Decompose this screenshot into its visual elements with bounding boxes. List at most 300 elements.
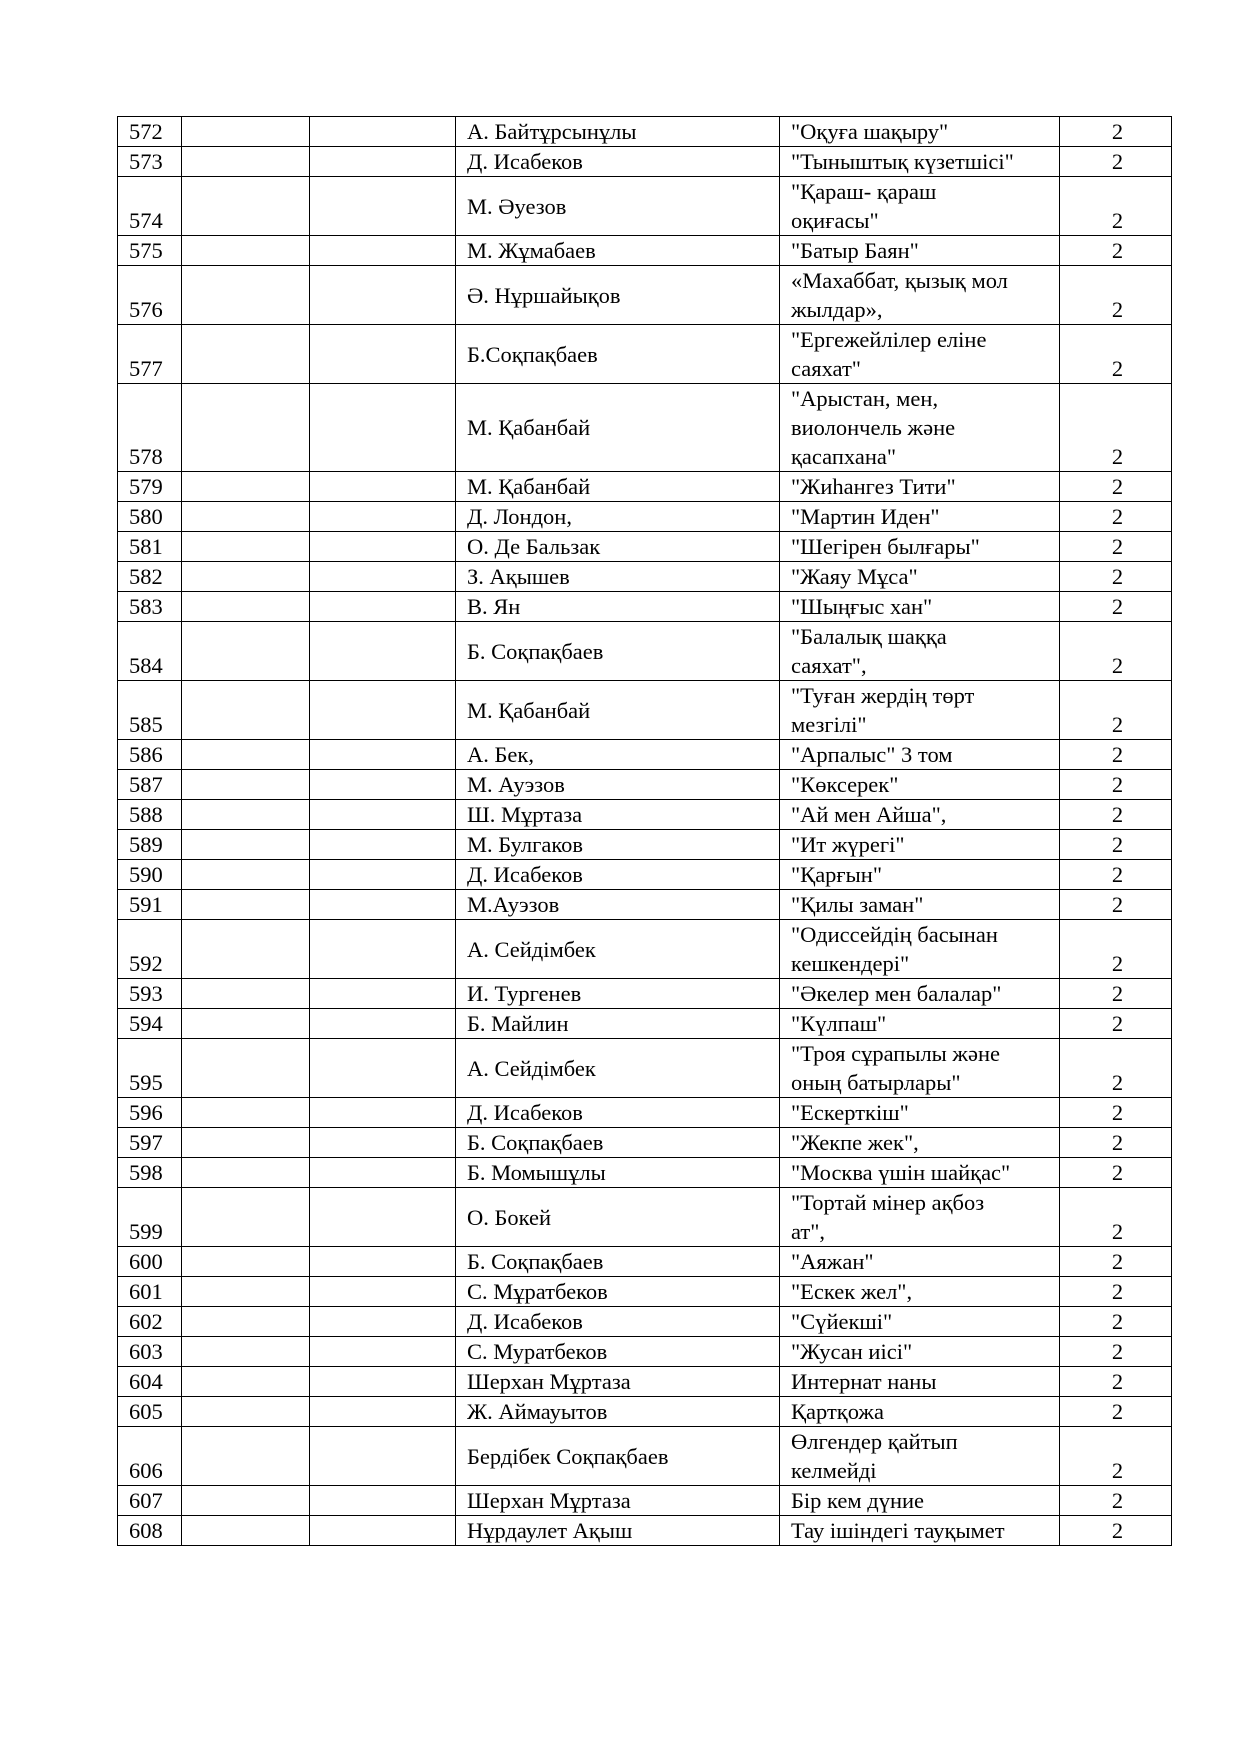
title-line: "Аяжан" xyxy=(791,1249,874,1274)
row-number-cell: 575 xyxy=(118,236,182,266)
title-line: Қартқожа xyxy=(791,1399,884,1424)
title-cell xyxy=(780,562,1060,592)
author-cell: Б. Соқпақбаев xyxy=(456,622,780,681)
author-cell: А. Сейдімбек xyxy=(456,920,780,979)
empty-cell xyxy=(182,325,310,384)
row-number-cell: 578 xyxy=(118,384,182,472)
author-cell: Б. Соқпақбаев xyxy=(456,1247,780,1277)
quantity-cell: 2 xyxy=(1060,1158,1172,1188)
empty-cell xyxy=(310,830,456,860)
author-cell: З. Ақышев xyxy=(456,562,780,592)
empty-cell xyxy=(182,562,310,592)
empty-cell xyxy=(182,1307,310,1337)
empty-cell xyxy=(310,1128,456,1158)
table-row xyxy=(118,920,1172,979)
empty-cell xyxy=(310,532,456,562)
empty-cell xyxy=(310,1337,456,1367)
empty-cell xyxy=(310,266,456,325)
table-row xyxy=(118,1039,1172,1098)
empty-cell xyxy=(182,1277,310,1307)
title-line: саяхат" xyxy=(791,356,861,381)
empty-cell xyxy=(310,384,456,472)
row-number-cell: 588 xyxy=(118,800,182,830)
author-cell: М. Қабанбай xyxy=(456,384,780,472)
table-row xyxy=(118,117,1172,147)
row-number-cell: 602 xyxy=(118,1307,182,1337)
author-cell: Нұрдаулет Ақыш xyxy=(456,1516,780,1546)
author-cell: М.Ауэзов xyxy=(456,890,780,920)
title-cell xyxy=(780,177,1060,236)
quantity-cell: 2 xyxy=(1060,117,1172,147)
empty-cell xyxy=(182,1247,310,1277)
empty-cell xyxy=(182,860,310,890)
author-cell: Шерхан Мұртаза xyxy=(456,1367,780,1397)
author-cell: А. Бек, xyxy=(456,740,780,770)
author-cell: Д. Лондон, xyxy=(456,502,780,532)
title-line: "Оқуға шақыру" xyxy=(791,119,949,144)
table-row xyxy=(118,562,1172,592)
table-row xyxy=(118,890,1172,920)
row-number-cell: 587 xyxy=(118,770,182,800)
title-line: "Жиһангез Тити" xyxy=(791,474,956,499)
title-line: "Тыныштық күзетшісі" xyxy=(791,149,1014,174)
empty-cell xyxy=(310,800,456,830)
quantity-cell: 2 xyxy=(1060,1397,1172,1427)
table-row xyxy=(118,147,1172,177)
row-number-cell: 604 xyxy=(118,1367,182,1397)
row-number-cell: 599 xyxy=(118,1188,182,1247)
empty-cell xyxy=(310,920,456,979)
author-cell: Ж. Аймауытов xyxy=(456,1397,780,1427)
empty-cell xyxy=(182,472,310,502)
empty-cell xyxy=(182,740,310,770)
row-number-cell: 573 xyxy=(118,147,182,177)
table-row xyxy=(118,800,1172,830)
title-cell xyxy=(780,979,1060,1009)
title-cell xyxy=(780,920,1060,979)
empty-cell xyxy=(310,325,456,384)
author-cell: Б.Соқпақбаев xyxy=(456,325,780,384)
empty-cell xyxy=(310,472,456,502)
title-cell xyxy=(780,800,1060,830)
empty-cell xyxy=(182,890,310,920)
table-row xyxy=(118,592,1172,622)
quantity-cell: 2 xyxy=(1060,1098,1172,1128)
table-row xyxy=(118,472,1172,502)
empty-cell xyxy=(310,177,456,236)
empty-cell xyxy=(182,770,310,800)
empty-cell xyxy=(310,1039,456,1098)
title-line: қасапхана" xyxy=(791,444,897,469)
title-line: Бір кем дүние xyxy=(791,1488,925,1513)
row-number-cell: 590 xyxy=(118,860,182,890)
author-cell: О. Де Бальзак xyxy=(456,532,780,562)
title-line: жылдар», xyxy=(791,297,883,322)
quantity-cell: 2 xyxy=(1060,266,1172,325)
quantity-cell: 2 xyxy=(1060,177,1172,236)
title-line: "Ай мен Айша", xyxy=(791,802,947,827)
empty-cell xyxy=(310,1158,456,1188)
title-line: "Балалық шаққа xyxy=(791,624,947,649)
quantity-cell: 2 xyxy=(1060,502,1172,532)
quantity-cell: 2 xyxy=(1060,1009,1172,1039)
author-cell: Б. Момышұлы xyxy=(456,1158,780,1188)
table-row xyxy=(118,502,1172,532)
quantity-cell: 2 xyxy=(1060,1486,1172,1516)
empty-cell xyxy=(310,890,456,920)
title-cell xyxy=(780,1188,1060,1247)
row-number-cell: 589 xyxy=(118,830,182,860)
title-line: оның батырлары" xyxy=(791,1070,961,1095)
title-line: "Қилы заман" xyxy=(791,892,924,917)
empty-cell xyxy=(182,622,310,681)
title-line: кешкендері" xyxy=(791,951,910,976)
title-line: "Троя сұрапылы және xyxy=(791,1041,1000,1066)
title-cell xyxy=(780,740,1060,770)
table-row xyxy=(118,1397,1172,1427)
row-number-cell: 583 xyxy=(118,592,182,622)
title-line: "Мартин Иден" xyxy=(791,504,940,529)
empty-cell xyxy=(310,1307,456,1337)
title-line: "Шегірен былғары" xyxy=(791,534,980,559)
row-number-cell: 600 xyxy=(118,1247,182,1277)
empty-cell xyxy=(310,1486,456,1516)
title-cell xyxy=(780,1158,1060,1188)
title-line: "Туған жердің төрт xyxy=(791,683,975,708)
title-cell xyxy=(780,117,1060,147)
title-line: "Көксерек" xyxy=(791,772,899,797)
empty-cell xyxy=(182,592,310,622)
table-row xyxy=(118,384,1172,472)
author-cell: Шерхан Мұртаза xyxy=(456,1486,780,1516)
quantity-cell: 2 xyxy=(1060,1516,1172,1546)
empty-cell xyxy=(182,1009,310,1039)
empty-cell xyxy=(182,1397,310,1427)
empty-cell xyxy=(310,1397,456,1427)
empty-cell xyxy=(310,1367,456,1397)
title-cell xyxy=(780,236,1060,266)
title-line: "Жекпе жек", xyxy=(791,1130,919,1155)
empty-cell xyxy=(182,177,310,236)
title-line: "Шыңғыс хан" xyxy=(791,594,933,619)
title-cell xyxy=(780,147,1060,177)
title-cell xyxy=(780,1337,1060,1367)
title-line: "Жаяу Мұса" xyxy=(791,564,918,589)
quantity-cell: 2 xyxy=(1060,979,1172,1009)
title-line: келмейді xyxy=(791,1458,877,1483)
empty-cell xyxy=(182,384,310,472)
author-cell: М. Қабанбай xyxy=(456,472,780,502)
empty-cell xyxy=(182,1188,310,1247)
table-row xyxy=(118,1427,1172,1486)
table-row xyxy=(118,681,1172,740)
title-line: "Ергежейлілер еліне xyxy=(791,327,987,352)
table-row xyxy=(118,979,1172,1009)
row-number-cell: 605 xyxy=(118,1397,182,1427)
title-cell xyxy=(780,770,1060,800)
author-cell: Ә. Нұршайықов xyxy=(456,266,780,325)
row-number-cell: 577 xyxy=(118,325,182,384)
quantity-cell: 2 xyxy=(1060,1188,1172,1247)
title-line: саяхат", xyxy=(791,653,867,678)
empty-cell xyxy=(310,236,456,266)
table-row xyxy=(118,325,1172,384)
author-cell: С. Муратбеков xyxy=(456,1337,780,1367)
empty-cell xyxy=(182,1516,310,1546)
table-row xyxy=(118,1307,1172,1337)
empty-cell xyxy=(182,1039,310,1098)
title-cell xyxy=(780,1516,1060,1546)
title-cell xyxy=(780,1486,1060,1516)
title-line: "Арпалыс" 3 том xyxy=(791,742,953,767)
title-line: «Махаббат, қызық мол xyxy=(791,268,1008,293)
table-row xyxy=(118,860,1172,890)
empty-cell xyxy=(182,502,310,532)
table-row xyxy=(118,1247,1172,1277)
table-row xyxy=(118,1486,1172,1516)
empty-cell xyxy=(182,147,310,177)
row-number-cell: 586 xyxy=(118,740,182,770)
title-line: "Москва үшін шайқас" xyxy=(791,1160,1011,1185)
empty-cell xyxy=(310,1098,456,1128)
title-cell xyxy=(780,1397,1060,1427)
table-row xyxy=(118,1009,1172,1039)
empty-cell xyxy=(182,236,310,266)
row-number-cell: 572 xyxy=(118,117,182,147)
quantity-cell: 2 xyxy=(1060,532,1172,562)
row-number-cell: 598 xyxy=(118,1158,182,1188)
empty-cell xyxy=(182,979,310,1009)
title-cell xyxy=(780,1427,1060,1486)
author-cell: А. Сейдімбек xyxy=(456,1039,780,1098)
table-row xyxy=(118,1158,1172,1188)
row-number-cell: 597 xyxy=(118,1128,182,1158)
author-cell: М. Булгаков xyxy=(456,830,780,860)
empty-cell xyxy=(182,830,310,860)
title-line: "Ескерткіш" xyxy=(791,1100,909,1125)
quantity-cell: 2 xyxy=(1060,830,1172,860)
title-line: оқиғасы" xyxy=(791,208,879,233)
quantity-cell: 2 xyxy=(1060,1307,1172,1337)
table-row xyxy=(118,266,1172,325)
title-line: мезгілі" xyxy=(791,712,867,737)
quantity-cell: 2 xyxy=(1060,622,1172,681)
quantity-cell: 2 xyxy=(1060,681,1172,740)
quantity-cell: 2 xyxy=(1060,1039,1172,1098)
quantity-cell: 2 xyxy=(1060,800,1172,830)
author-cell: Ш. Мұртаза xyxy=(456,800,780,830)
title-line: "Тортай мінер ақбоз xyxy=(791,1190,985,1215)
author-cell: М. Жұмабаев xyxy=(456,236,780,266)
empty-cell xyxy=(310,1277,456,1307)
author-cell: М. Ауэзов xyxy=(456,770,780,800)
title-line: ат", xyxy=(791,1219,826,1244)
books-table xyxy=(117,116,1172,1546)
title-line: "Ит жүрегі" xyxy=(791,832,905,857)
title-cell xyxy=(780,622,1060,681)
row-number-cell: 591 xyxy=(118,890,182,920)
empty-cell xyxy=(310,592,456,622)
empty-cell xyxy=(182,681,310,740)
table-row xyxy=(118,1277,1172,1307)
empty-cell xyxy=(182,1367,310,1397)
title-cell xyxy=(780,890,1060,920)
row-number-cell: 595 xyxy=(118,1039,182,1098)
quantity-cell: 2 xyxy=(1060,236,1172,266)
empty-cell xyxy=(182,1486,310,1516)
empty-cell xyxy=(182,1337,310,1367)
title-line: "Қараш- қараш xyxy=(791,179,937,204)
title-line: "Батыр Баян" xyxy=(791,238,919,263)
empty-cell xyxy=(182,532,310,562)
quantity-cell: 2 xyxy=(1060,740,1172,770)
empty-cell xyxy=(310,622,456,681)
empty-cell xyxy=(310,740,456,770)
title-cell xyxy=(780,384,1060,472)
row-number-cell: 596 xyxy=(118,1098,182,1128)
table-row xyxy=(118,1128,1172,1158)
table-row xyxy=(118,1367,1172,1397)
row-number-cell: 581 xyxy=(118,532,182,562)
quantity-cell: 2 xyxy=(1060,890,1172,920)
quantity-cell: 2 xyxy=(1060,860,1172,890)
table-row xyxy=(118,1188,1172,1247)
quantity-cell: 2 xyxy=(1060,325,1172,384)
empty-cell xyxy=(310,681,456,740)
empty-cell xyxy=(310,147,456,177)
table-row xyxy=(118,622,1172,681)
author-cell: Д. Исабеков xyxy=(456,147,780,177)
title-cell xyxy=(780,1098,1060,1128)
row-number-cell: 593 xyxy=(118,979,182,1009)
row-number-cell: 601 xyxy=(118,1277,182,1307)
title-cell xyxy=(780,266,1060,325)
title-cell xyxy=(780,1277,1060,1307)
title-cell xyxy=(780,532,1060,562)
row-number-cell: 592 xyxy=(118,920,182,979)
empty-cell xyxy=(310,562,456,592)
empty-cell xyxy=(182,1128,310,1158)
title-cell xyxy=(780,592,1060,622)
author-cell: В. Ян xyxy=(456,592,780,622)
quantity-cell: 2 xyxy=(1060,1427,1172,1486)
empty-cell xyxy=(310,1516,456,1546)
empty-cell xyxy=(182,800,310,830)
row-number-cell: 582 xyxy=(118,562,182,592)
title-cell xyxy=(780,502,1060,532)
row-number-cell: 603 xyxy=(118,1337,182,1367)
title-cell xyxy=(780,681,1060,740)
title-line: "Қарғын" xyxy=(791,862,882,887)
author-cell: М. Әуезов xyxy=(456,177,780,236)
title-cell xyxy=(780,1247,1060,1277)
quantity-cell: 2 xyxy=(1060,384,1172,472)
table-row xyxy=(118,1516,1172,1546)
row-number-cell: 574 xyxy=(118,177,182,236)
title-cell xyxy=(780,860,1060,890)
author-cell: Д. Исабеков xyxy=(456,860,780,890)
empty-cell xyxy=(310,117,456,147)
author-cell: С. Мұратбеков xyxy=(456,1277,780,1307)
author-cell: Д. Исабеков xyxy=(456,1098,780,1128)
empty-cell xyxy=(310,860,456,890)
quantity-cell: 2 xyxy=(1060,1367,1172,1397)
quantity-cell: 2 xyxy=(1060,147,1172,177)
author-cell: О. Бокей xyxy=(456,1188,780,1247)
empty-cell xyxy=(182,117,310,147)
title-cell xyxy=(780,1367,1060,1397)
author-cell: И. Тургенев xyxy=(456,979,780,1009)
title-line: Интернат наны xyxy=(791,1369,937,1394)
table-row xyxy=(118,1098,1172,1128)
title-line: Тау ішіндегі тауқымет xyxy=(791,1518,1005,1543)
row-number-cell: 580 xyxy=(118,502,182,532)
quantity-cell: 2 xyxy=(1060,920,1172,979)
title-cell xyxy=(780,325,1060,384)
row-number-cell: 594 xyxy=(118,1009,182,1039)
quantity-cell: 2 xyxy=(1060,592,1172,622)
title-cell xyxy=(780,472,1060,502)
title-line: "Ескек жел", xyxy=(791,1279,913,1304)
title-line: "Күлпаш" xyxy=(791,1011,887,1036)
empty-cell xyxy=(310,1188,456,1247)
table-row xyxy=(118,532,1172,562)
empty-cell xyxy=(182,1098,310,1128)
table-row xyxy=(118,1337,1172,1367)
empty-cell xyxy=(310,502,456,532)
quantity-cell: 2 xyxy=(1060,1277,1172,1307)
empty-cell xyxy=(310,1427,456,1486)
table-row xyxy=(118,830,1172,860)
empty-cell xyxy=(182,1427,310,1486)
title-cell xyxy=(780,830,1060,860)
row-number-cell: 608 xyxy=(118,1516,182,1546)
row-number-cell: 584 xyxy=(118,622,182,681)
title-line: Өлгендер қайтып xyxy=(791,1429,958,1454)
title-line: "Сүйекші" xyxy=(791,1309,893,1334)
table-row xyxy=(118,177,1172,236)
author-cell: Б. Соқпақбаев xyxy=(456,1128,780,1158)
author-cell: А. Байтұрсынұлы xyxy=(456,117,780,147)
empty-cell xyxy=(310,1009,456,1039)
row-number-cell: 607 xyxy=(118,1486,182,1516)
empty-cell xyxy=(182,266,310,325)
title-line: "Әкелер мен балалар" xyxy=(791,981,1002,1006)
books-table-body xyxy=(118,117,1172,1546)
empty-cell xyxy=(310,770,456,800)
title-line: виолончель және xyxy=(791,415,956,440)
title-line: "Жусан иісі" xyxy=(791,1339,913,1364)
author-cell: Д. Исабеков xyxy=(456,1307,780,1337)
empty-cell xyxy=(310,979,456,1009)
quantity-cell: 2 xyxy=(1060,1337,1172,1367)
table-row xyxy=(118,770,1172,800)
row-number-cell: 576 xyxy=(118,266,182,325)
empty-cell xyxy=(182,1158,310,1188)
quantity-cell: 2 xyxy=(1060,472,1172,502)
empty-cell xyxy=(182,920,310,979)
title-cell xyxy=(780,1039,1060,1098)
title-line: "Одиссейдің басынан xyxy=(791,922,998,947)
title-line: "Арыстан, мен, xyxy=(791,386,939,411)
quantity-cell: 2 xyxy=(1060,1128,1172,1158)
title-cell xyxy=(780,1307,1060,1337)
quantity-cell: 2 xyxy=(1060,562,1172,592)
row-number-cell: 579 xyxy=(118,472,182,502)
table-row xyxy=(118,236,1172,266)
author-cell: Б. Майлин xyxy=(456,1009,780,1039)
author-cell: Бердібек Соқпақбаев xyxy=(456,1427,780,1486)
